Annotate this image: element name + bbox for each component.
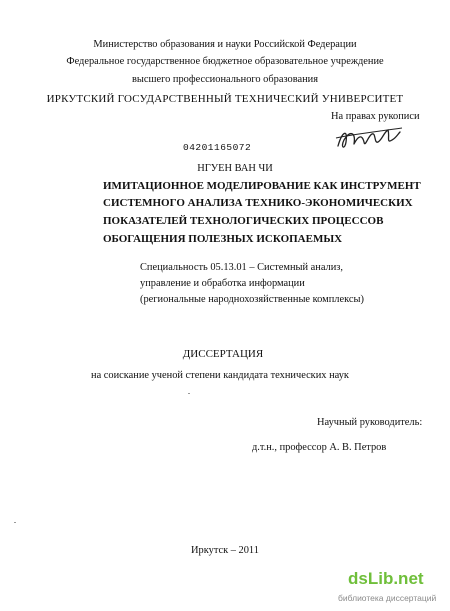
supervisor-name: д.т.н., профессор А. В. Петров — [252, 442, 387, 453]
manuscript-note: На правах рукописи — [331, 111, 420, 122]
title-line-2: СИСТЕМНОГО АНАЛИЗА ТЕХНИКО-ЭКОНОМИЧЕСКИХ — [103, 197, 413, 209]
scan-speck — [14, 522, 16, 523]
title-line-4: ОБОГАЩЕНИЯ ПОЛЕЗНЫХ ИСКОПАЕМЫХ — [103, 233, 343, 245]
university-name: ИРКУТСКИЙ ГОСУДАРСТВЕННЫЙ ТЕХНИЧЕСКИЙ УНИВЕРСИТЕТ — [46, 93, 404, 105]
registration-number: 04201165072 — [183, 142, 252, 153]
watermark-logo — [348, 569, 424, 589]
watermark-tagline: библиотека диссертаций — [338, 593, 437, 603]
title-line-1: ИМИТАЦИОННОЕ МОДЕЛИРОВАНИЕ КАК ИНСТРУМЕНТ — [103, 180, 421, 192]
degree-line: на соискание ученой степени кандидата технических наук — [91, 370, 349, 381]
specialty-line-3: (региональные народнохозяйственные комплексы) — [140, 294, 364, 305]
title-line-3: ПОКАЗАТЕЛЕЙ ТЕХНОЛОГИЧЕСКИХ ПРОЦЕССОВ — [103, 215, 384, 227]
specialty-line-2: управление и обработка информации — [140, 278, 305, 289]
handwritten-signature — [334, 122, 404, 154]
education-level-line: высшего профессионального образования — [132, 74, 318, 85]
institution-type-line: Федеральное государственное бюджетное образовательное учреждение — [66, 56, 384, 67]
document-type: ДИССЕРТАЦИЯ — [182, 348, 264, 360]
supervisor-label: Научный руководитель: — [317, 417, 423, 428]
city-year: Иркутск – 2011 — [191, 545, 259, 556]
specialty-line-1: Специальность 05.13.01 – Системный анализ, — [140, 262, 343, 273]
ministry-line: Министерство образования и науки Российской Федерации — [93, 39, 357, 50]
scan-speck — [188, 393, 190, 394]
watermark-logo-text: dsLib.net — [348, 569, 424, 588]
author-name: НГУЕН ВАН ЧИ — [197, 163, 273, 174]
